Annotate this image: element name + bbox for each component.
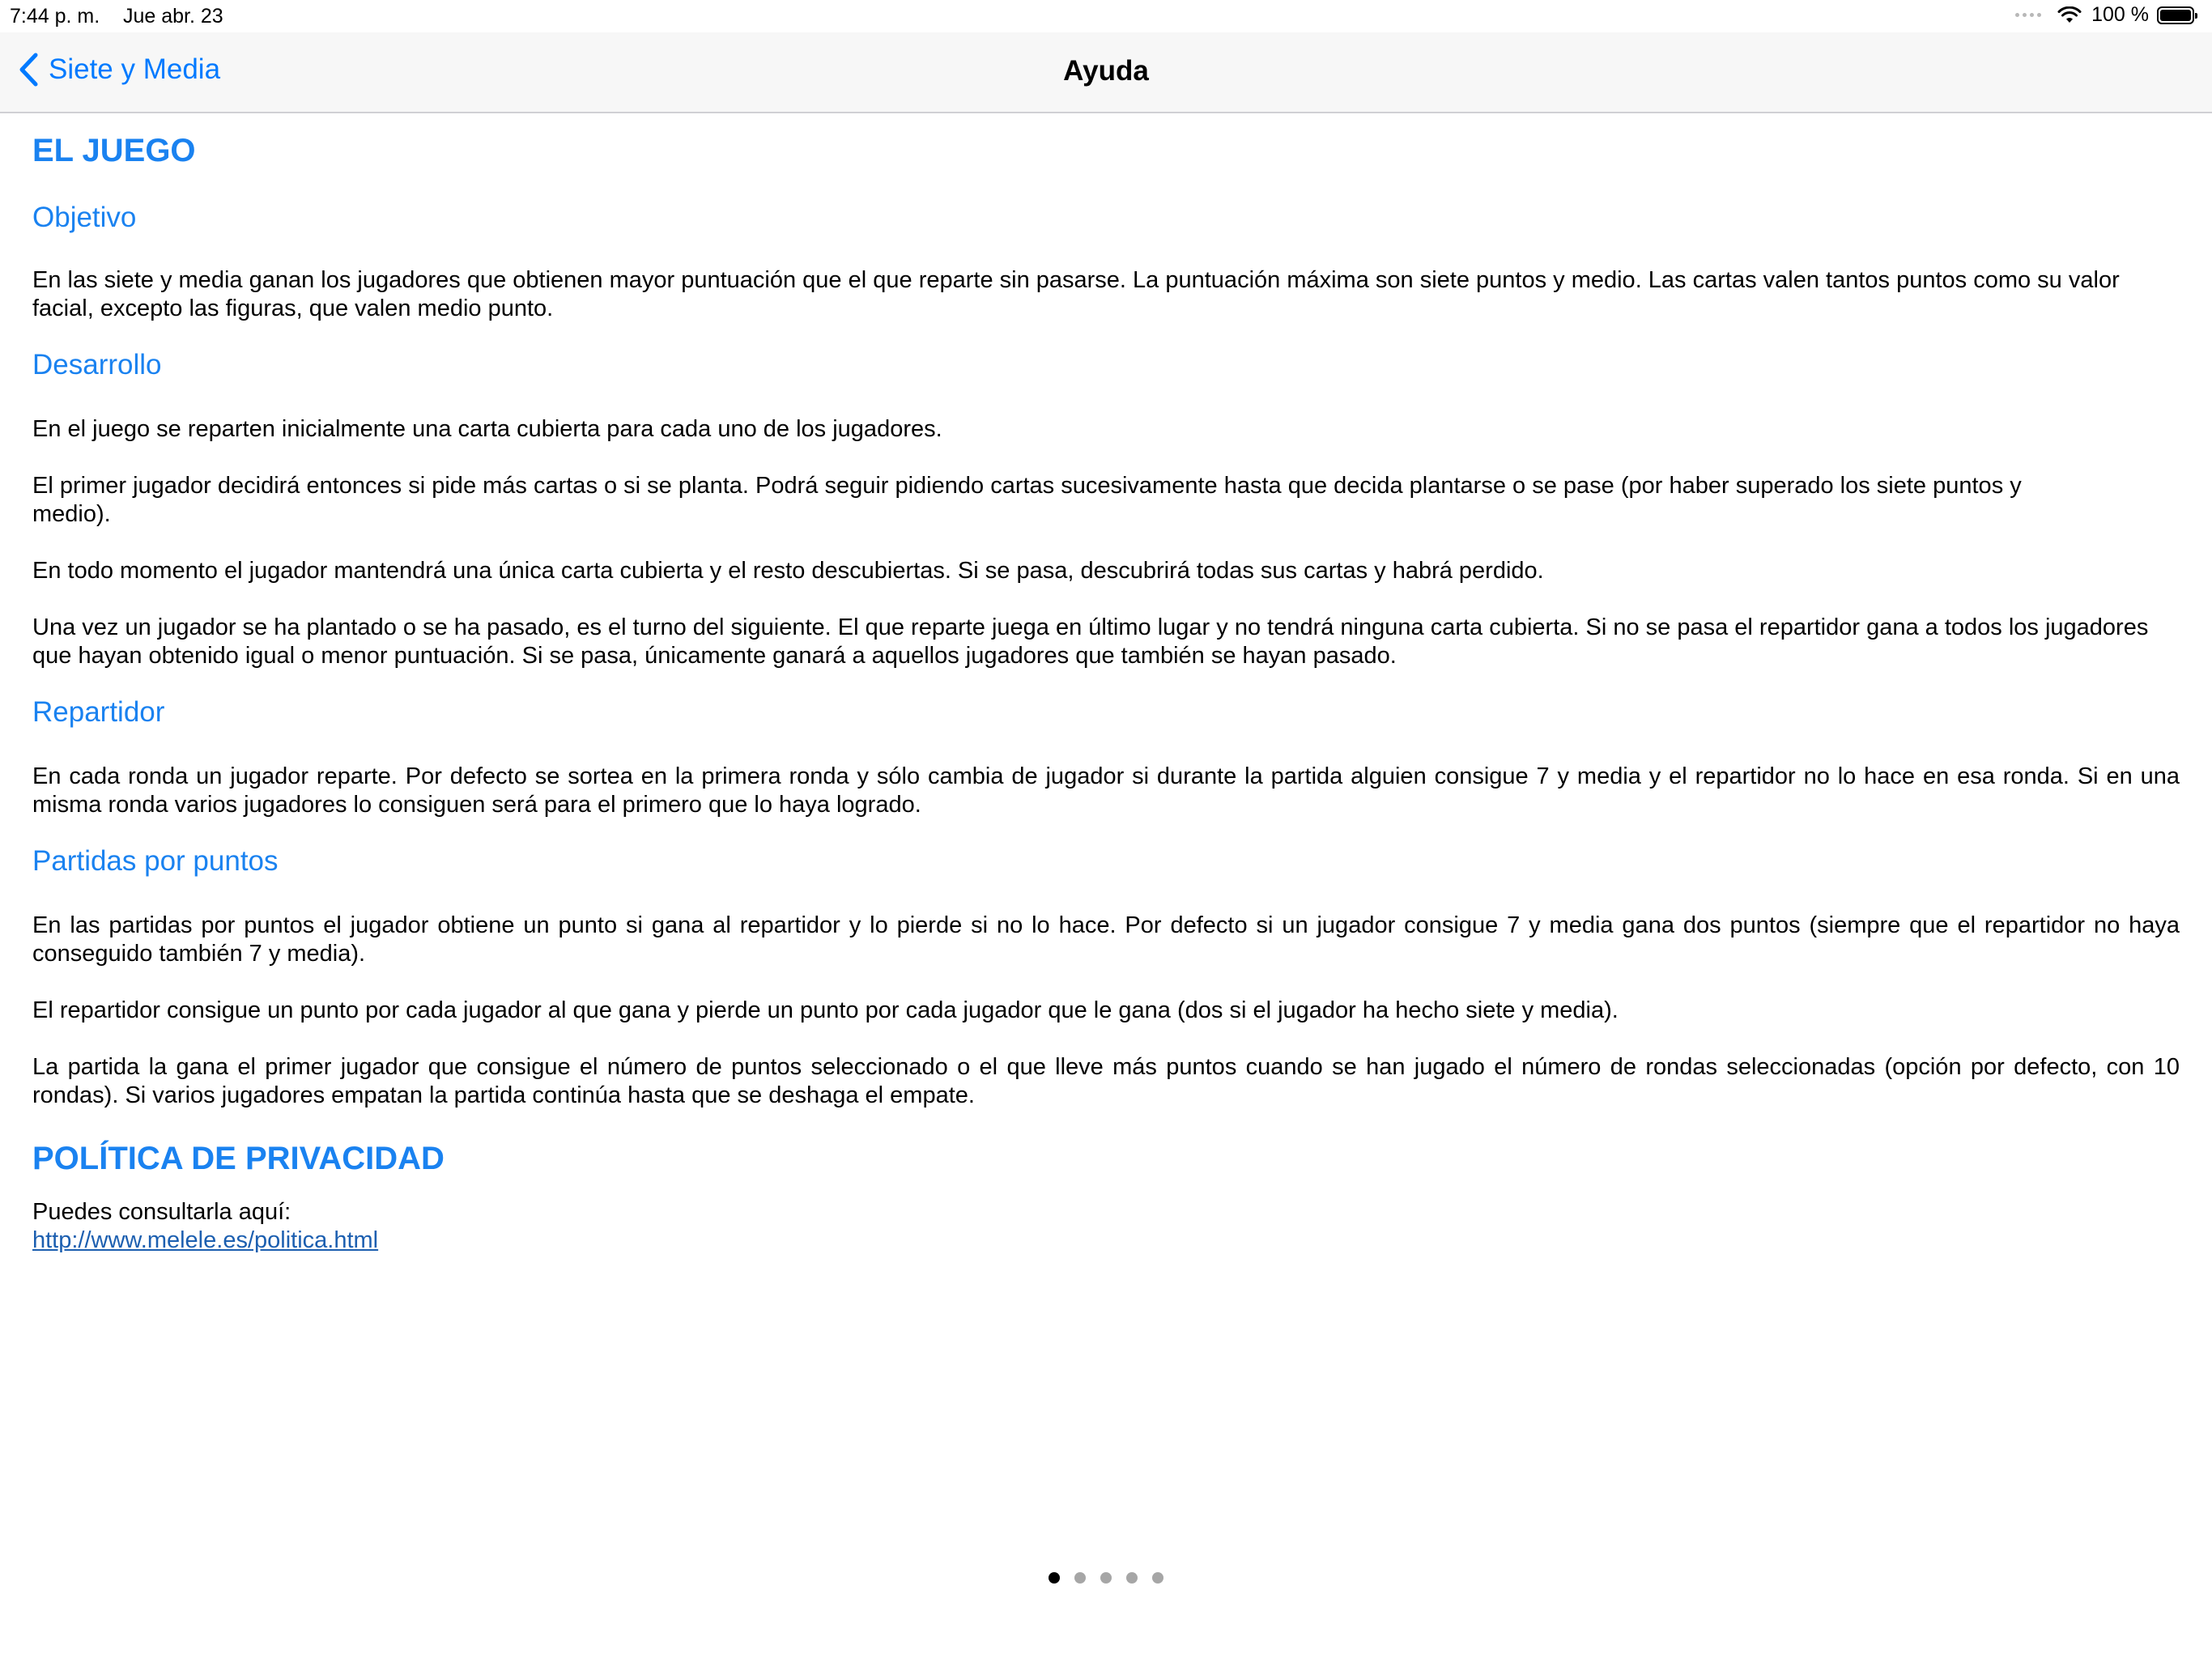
paragraph-partidas-3: La partida la gana el primer jugador que consigue el número de puntos seleccionado o el que lleve más puntos cuando se han jugado el número de rondas seleccionadas (opción por defecto, con 10 rondas). Si varios jugadores empatan la partida continúa hasta que se deshaga el empate. [32, 1054, 2180, 1108]
privacy-link[interactable]: http://www.melele.es/politica.html [32, 1227, 379, 1253]
status-indicators [2015, 3, 2194, 27]
paragraph-desarrollo-4: Una vez un jugador se ha plantado o se ha pasado, es el turno del siguiente. El que reparte juega en último lugar y no tendrá ninguna carta cubierta. Si no se pasa el repartidor gana a todos los jugadores que hayan obtenido igual o menor puntuación. Si se pasa, únicamente ganará a aquellos jugadores que también se hayan pasado. [32, 614, 2149, 669]
subtitle-desarrollo: Desarrollo [32, 349, 162, 380]
page-dot-1[interactable] [1049, 1572, 1060, 1584]
battery-percentage: 100 % [2091, 3, 2149, 26]
signal-dots-icon [2015, 13, 2041, 17]
paragraph-desarrollo-3: En todo momento el jugador mantendrá una única carta cubierta y el resto descubiertas. Si se pasa, descubrirá todas sus cartas y habrá perdido. [32, 558, 1544, 584]
page-dot-4[interactable] [1126, 1572, 1138, 1584]
section-title-game: EL JUEGO [32, 133, 196, 168]
subtitle-objetivo: Objetivo [32, 202, 137, 233]
back-button-label: Siete y Media [49, 53, 221, 85]
page-dot-2[interactable] [1074, 1572, 1086, 1584]
paragraph-partidas-2: El repartidor consigue un punto por cada jugador al que gana y pierde un punto por cada jugador que le gana (dos si el jugador ha hecho siete y media). [32, 997, 1619, 1023]
subtitle-partidas: Partidas por puntos [32, 845, 279, 877]
subtitle-repartidor: Repartidor [32, 696, 165, 728]
paragraph-desarrollo-1: En el juego se reparten inicialmente una carta cubierta para cada uno de los jugadores. [32, 416, 942, 442]
paragraph-desarrollo-2: El primer jugador decidirá entonces si pide más cartas o si se planta. Podrá seguir pidiendo cartas sucesivamente hasta que decida plantarse o se pase (por haber superado los siete puntos y medio). [32, 473, 2022, 527]
privacy-text: Puedes consultarla aquí: [32, 1199, 291, 1225]
status-date: Jue abr. 23 [123, 5, 223, 28]
status-time: 7:44 p. m. [10, 5, 100, 28]
battery-icon [2157, 6, 2194, 24]
page-control[interactable] [0, 1572, 2212, 1584]
paragraph-repartidor: En cada ronda un jugador reparte. Por defecto se sortea en la primera ronda y sólo cambia de jugador si durante la partida alguien consigue 7 y media y el repartidor no lo hace en esa ronda. Si en una misma ronda varios jugadores lo consiguen será para el primero que lo haya logrado. [32, 763, 2180, 818]
help-content [32, 130, 2180, 1255]
navigation-bar [0, 32, 2212, 113]
section-title-privacy: POLÍTICA DE PRIVACIDAD [32, 1141, 445, 1176]
status-bar [0, 0, 2212, 32]
page-dot-5[interactable] [1152, 1572, 1163, 1584]
paragraph-partidas-1: En las partidas por puntos el jugador obtiene un punto si gana al repartidor y lo pierde si no lo hace. Por defecto si un jugador consigue 7 y media gana dos puntos (siempre que el repartidor no haya conseguido también 7 y media). [32, 912, 2180, 967]
page-title: Ayuda [1063, 55, 1149, 87]
paragraph-objetivo: En las siete y media ganan los jugadores que obtienen mayor puntuación que el que reparte sin pasarse. La puntuación máxima son siete puntos y medio. Las cartas valen tantos puntos como su valor facial, excepto las figuras, que valen medio punto. [32, 267, 2120, 321]
wifi-icon [2057, 6, 2082, 24]
page-dot-3[interactable] [1100, 1572, 1112, 1584]
